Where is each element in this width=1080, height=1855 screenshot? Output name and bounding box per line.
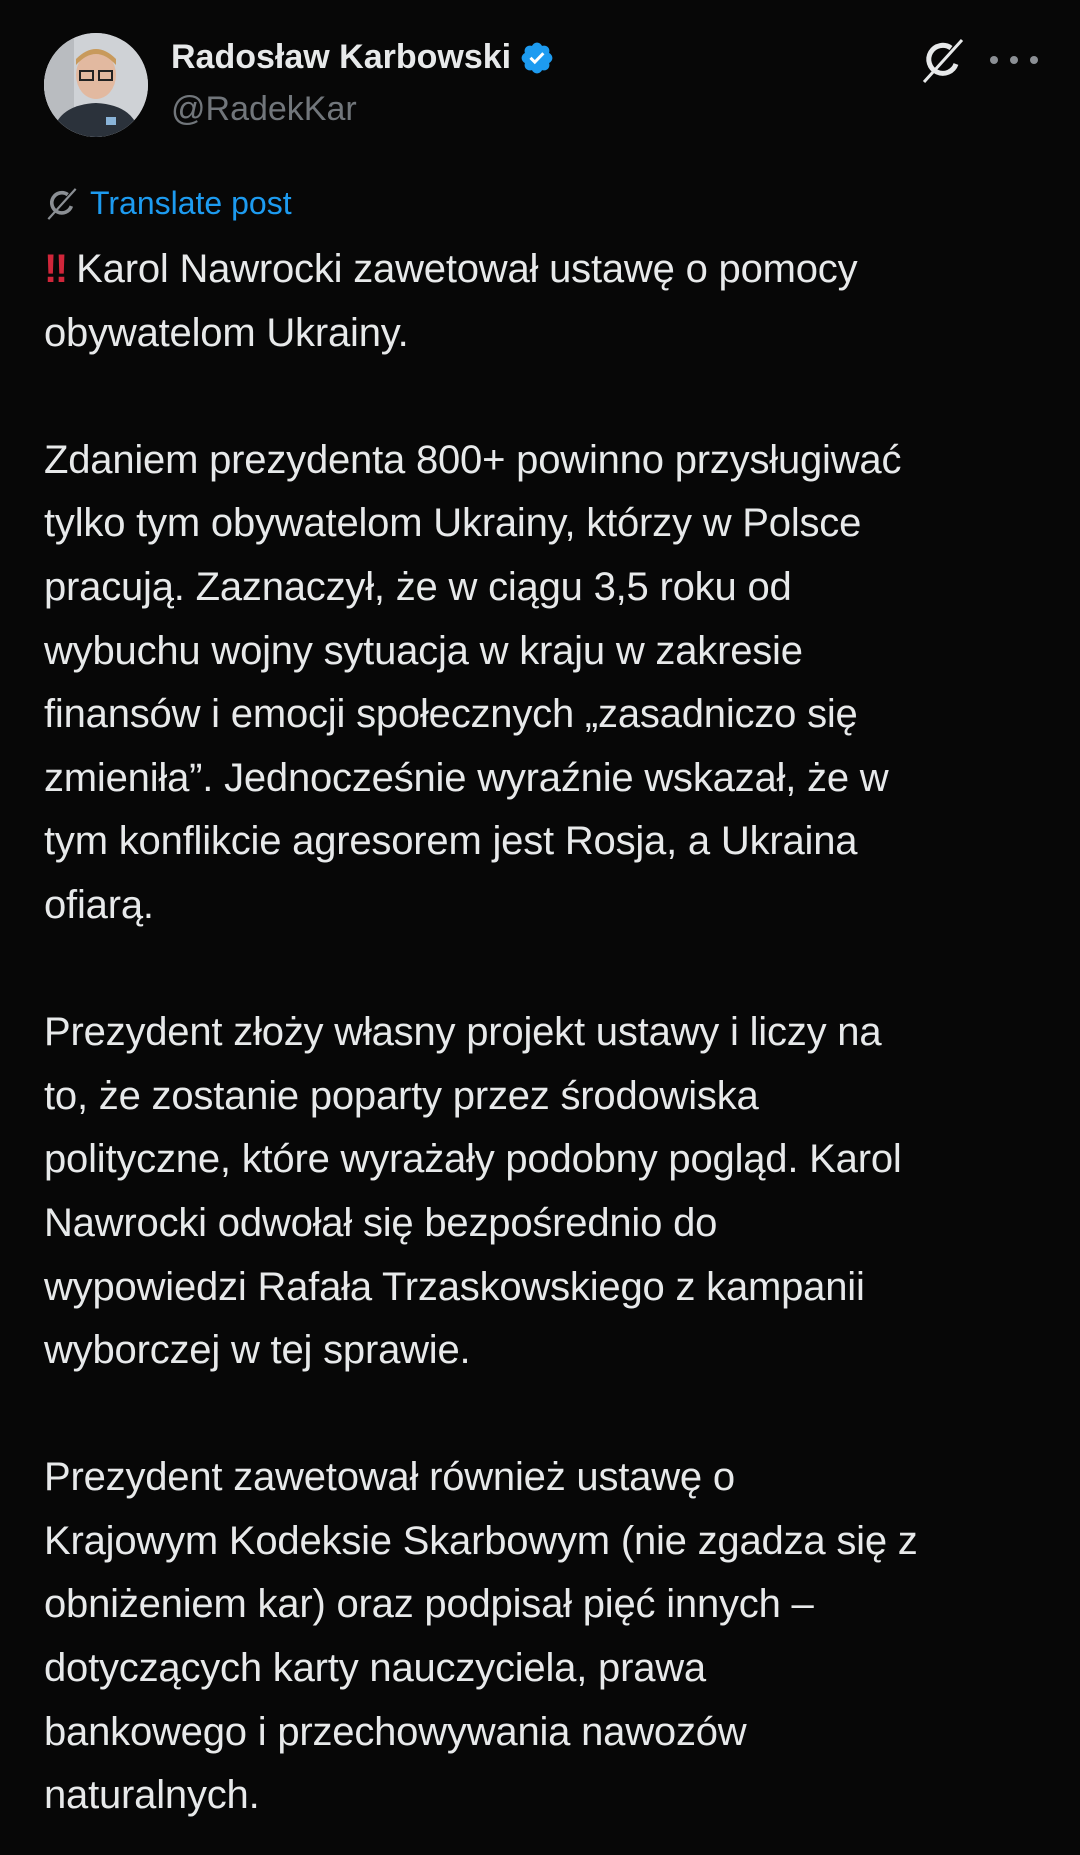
- post-text-content: wypowiedzi Rafała Trzaskowskiego z kampanii: [44, 1264, 865, 1309]
- post-text-content: dotyczących karty nauczyciela, prawa: [44, 1646, 706, 1691]
- post-text-content: bankowego i przechowywania nawozów: [44, 1709, 747, 1754]
- post-text-line: [44, 1065, 918, 1129]
- post-text-line: [44, 747, 918, 811]
- post-text-content: Krajowym Kodeksie Skarbowym (nie zgadza się z: [44, 1518, 918, 1563]
- post-text-line: [44, 683, 918, 747]
- verified-badge-icon: [519, 40, 555, 76]
- post-text-line: [44, 1764, 918, 1828]
- post-text-content: Prezydent zawetował również ustawę o: [44, 1455, 735, 1500]
- translate-post-link[interactable]: [44, 185, 292, 222]
- post-text-line: [44, 556, 918, 620]
- post-text-line: [44, 1256, 918, 1320]
- dot-icon: [1010, 56, 1018, 64]
- post-text-content: wybuchu wojny sytuacja w kraju w zakresie: [44, 628, 803, 673]
- post-text-line: [44, 492, 918, 556]
- post-text-line: [44, 938, 918, 1002]
- grok-icon[interactable]: [918, 36, 968, 86]
- post-text-line: [44, 1637, 918, 1701]
- post-text-content: Karol Nawrocki zawetował ustawę o pomocy: [76, 247, 858, 291]
- post-text-content: finansów i emocji społecznych „zasadniczo się: [44, 692, 858, 737]
- post-text-content: wyborczej w tej sprawie.: [44, 1328, 471, 1373]
- post-text-content: Zdaniem prezydenta 800+ powinno przysługiwać: [44, 437, 902, 482]
- post-text-content: to, że zostanie poparty przez środowiska: [44, 1073, 759, 1118]
- post-text-content: naturalnych.: [44, 1773, 260, 1818]
- post-text-content: obywatelom Ukrainy.: [44, 310, 409, 355]
- dot-icon: [1030, 56, 1038, 64]
- post-text-line: [44, 1383, 918, 1447]
- post-text-content: Prezydent złoży własny projekt ustawy i liczy na: [44, 1010, 882, 1055]
- post-text-content: pracują. Zaznaczył, że w ciągu 3,5 roku od: [44, 564, 792, 609]
- more-options-button[interactable]: [990, 46, 1038, 74]
- post-text-content: tylko tym obywatelom Ukrainy, którzy w Polsce: [44, 501, 862, 546]
- post-text-line: [44, 1001, 918, 1065]
- double-exclamation-emoji-icon: ‼: [44, 247, 63, 291]
- post-text-line: [44, 1510, 918, 1574]
- post-text-line: [44, 1701, 918, 1765]
- author-handle[interactable]: @RadekKar: [171, 90, 357, 128]
- post-text-line: [44, 429, 918, 493]
- post-text-line: [44, 810, 918, 874]
- post-text-content: zmieniła”. Jednocześnie wyraźnie wskazał, że w: [44, 755, 889, 800]
- post-text-content: ofiarą.: [44, 882, 154, 927]
- author-name[interactable]: Radosław Karbowski: [171, 38, 512, 76]
- post-text-line: [44, 365, 918, 429]
- post-text-content: Nawrocki odwołał się bezpośrednio do: [44, 1200, 718, 1245]
- dot-icon: [990, 56, 998, 64]
- post-text-line: [44, 1128, 918, 1192]
- post-text-content: polityczne, które wyrażały podobny pogląd. Karol: [44, 1137, 902, 1182]
- avatar-photo: [44, 33, 148, 137]
- post-text-line: [44, 874, 918, 938]
- post-text-line: [44, 1192, 918, 1256]
- translate-post-label[interactable]: Translate post: [90, 185, 292, 221]
- post-text-line: [44, 620, 918, 684]
- post-text-content: obniżeniem kar) oraz podpisał pięć innych –: [44, 1582, 814, 1627]
- post-text-line: [44, 302, 918, 366]
- post-text-line: [44, 238, 918, 302]
- post-text-line: [44, 1446, 918, 1510]
- post-text: [44, 238, 918, 1828]
- author-name-row[interactable]: [171, 38, 555, 77]
- grok-translate-icon: [44, 186, 80, 222]
- post-text-line: [44, 1573, 918, 1637]
- post-text-line: [44, 1319, 918, 1383]
- post-text-content: tym konflikcie agresorem jest Rosja, a Ukraina: [44, 819, 858, 864]
- avatar[interactable]: [44, 33, 148, 137]
